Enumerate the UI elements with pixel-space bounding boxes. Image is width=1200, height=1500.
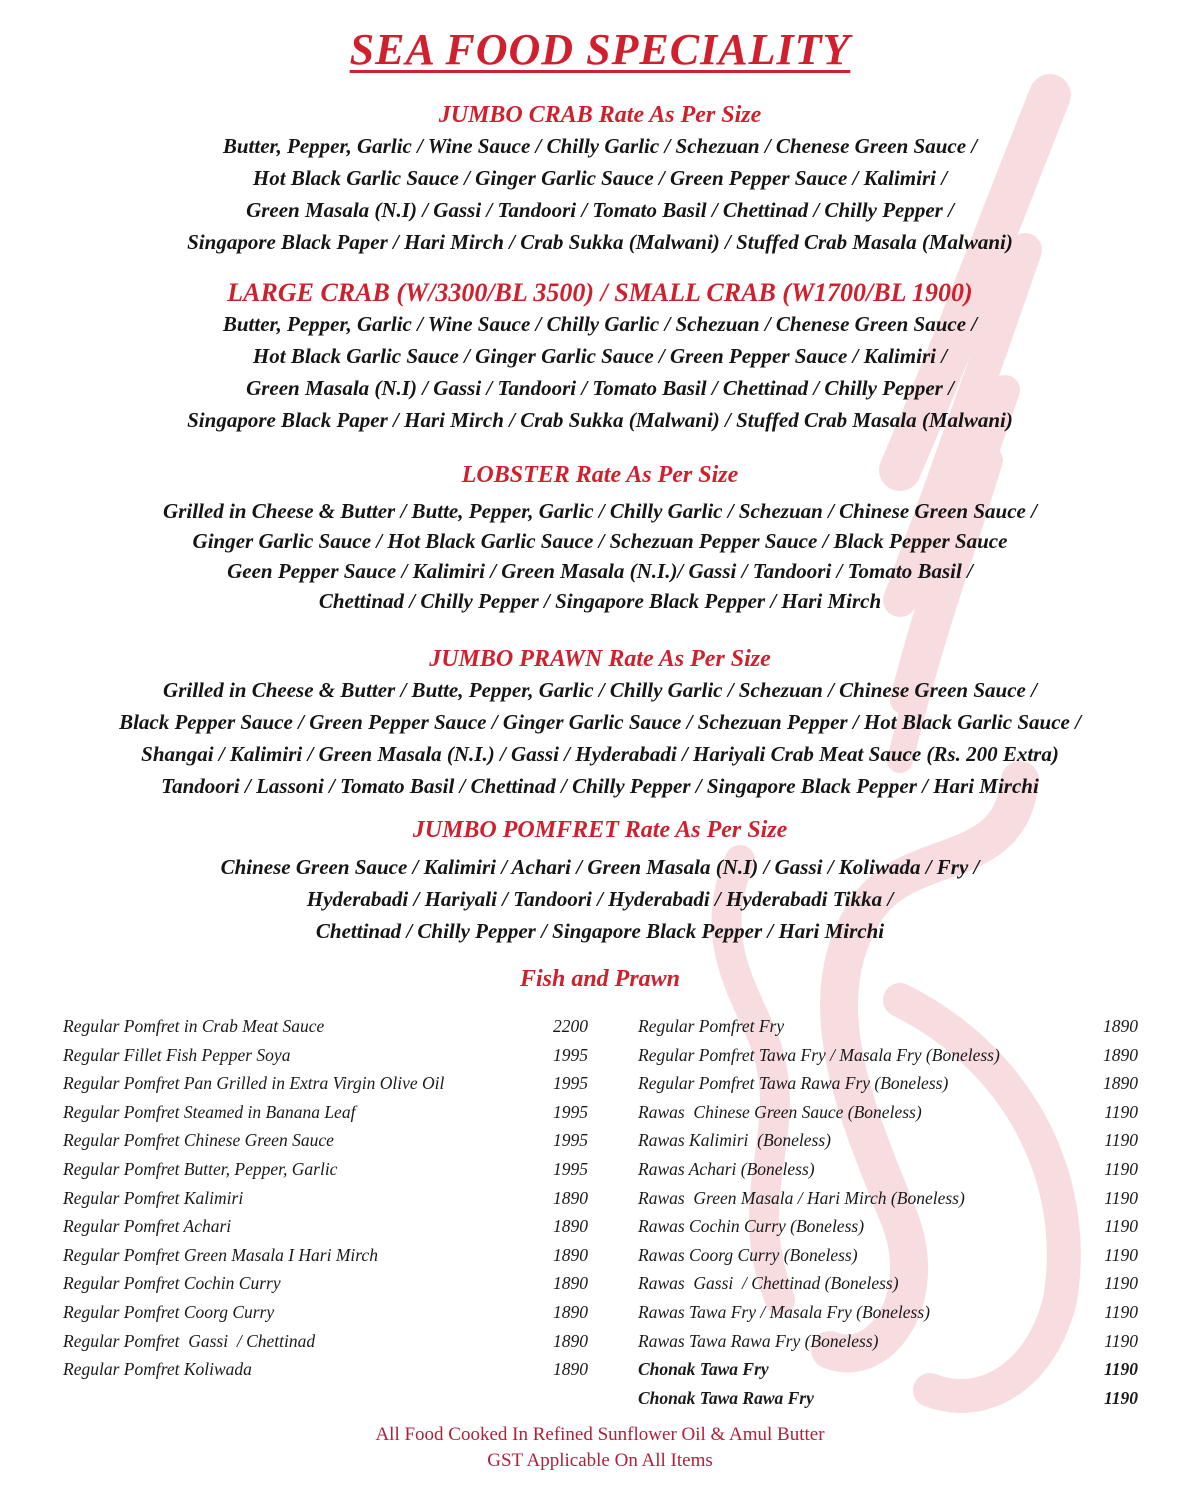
section-line: Grilled in Cheese & Butter / Butte, Pepper, Garlic / Chilly Garlic / Schezuan / Chinese Green Sauce / [163,678,1037,702]
section-jumbo-pomfret [0,815,1200,947]
menu-item-price: 1890 [553,1216,588,1237]
menu-item-name: Regular Pomfret Chinese Green Sauce [63,1130,334,1151]
menu-item-row [63,1184,588,1213]
section-line: Tandoori / Lassoni / Tomato Basil / Chettinad / Chilly Pepper / Singapore Black Pepper / Hari Mirchi [161,774,1039,798]
menu-item-name: Regular Pomfret Coorg Curry [63,1301,275,1322]
footer-oil-note: All Food Cooked In Refined Sunflower Oil & Amul Butter [375,1424,825,1445]
menu-item-price: 1890 [553,1244,588,1265]
section-line: Hot Black Garlic Sauce / Ginger Garlic Sauce / Green Pepper Sauce / Kalimiri / [252,344,948,368]
section-line: Geen Pepper Sauce / Kalimiri / Green Masala (N.I.)/ Gassi / Tandoori / Tomato Basil / [227,559,973,583]
menu-item-row [638,1327,1138,1356]
menu-item-price: 1190 [1104,1158,1138,1179]
footer-notes [0,1422,1200,1474]
menu-item-row [63,1041,588,1070]
section-line: Singapore Black Paper / Hari Mirch / Crab Sukka (Malwani) / Stuffed Crab Masala (Malwani) [187,230,1013,254]
menu-item-row [638,1298,1138,1327]
section-line: Hot Black Garlic Sauce / Ginger Garlic Sauce / Green Pepper Sauce / Kalimiri / [252,166,948,190]
section-line: Chettinad / Chilly Pepper / Singapore Black Pepper / Hari Mirch [318,589,882,613]
menu-item-price: 1995 [553,1158,588,1179]
menu-item-price: 1995 [553,1044,588,1065]
menu-item-row [63,1327,588,1356]
menu-item-name: Regular Pomfret Koliwada [63,1359,252,1380]
menu-item-name: Regular Pomfret Butter, Pepper, Garlic [63,1158,338,1179]
section-line: Singapore Black Paper / Hari Mirch / Crab Sukka (Malwani) / Stuffed Crab Masala (Malwani) [187,408,1013,432]
section-heading: JUMBO PRAWN Rate As Per Size [429,646,771,672]
menu-item-row [638,1155,1138,1184]
menu-item-row [63,1012,588,1041]
menu-item-row [63,1241,588,1270]
menu-item-row [638,1212,1138,1241]
menu-item-price: 1890 [1103,1044,1138,1065]
section-heading: JUMBO CRAB Rate As Per Size [438,102,762,128]
menu-item-row [638,1012,1138,1041]
menu-item-row [638,1098,1138,1127]
menu-item-name: Regular Pomfret Green Masala I Hari Mirch [63,1244,378,1265]
section-line: Ginger Garlic Sauce / Hot Black Garlic Sauce / Schezuan Pepper Sauce / Black Pepper Sauce [192,529,1008,553]
menu-item-name: Rawas Kalimiri (Boneless) [638,1130,831,1151]
menu-item-price: 1890 [553,1330,588,1351]
menu-item-price: 1995 [553,1073,588,1094]
section-line: Chinese Green Sauce / Kalimiri / Achari / Green Masala (N.I) / Gassi / Koliwada / Fry / [220,855,980,879]
menu-item-row [63,1126,588,1155]
menu-item-name: Regular Pomfret Pan Grilled in Extra Virgin Olive Oil [63,1073,445,1094]
section-large-small-crab [0,278,1200,436]
section-line: Butter, Pepper, Garlic / Wine Sauce / Chilly Garlic / Schezuan / Chenese Green Sauce / [222,134,978,158]
menu-item-price: 1890 [1103,1016,1138,1036]
menu-item-name: Regular Pomfret Steamed in Banana Leaf [63,1101,356,1122]
menu-item-name: Rawas Achari (Boneless) [638,1158,815,1179]
section-line: Grilled in Cheese & Butter / Butte, Pepper, Garlic / Chilly Garlic / Schezuan / Chinese Green Sauce / [163,499,1037,523]
section-heading: LOBSTER Rate As Per Size [461,462,739,488]
menu-item-name: Rawas Chinese Green Sauce (Boneless) [638,1101,922,1122]
menu-item-row [63,1069,588,1098]
menu-item-price: 1190 [1104,1330,1138,1351]
menu-item-name: Rawas Tawa Fry / Masala Fry (Boneless) [638,1301,930,1322]
menu-item-row [638,1184,1138,1213]
menu-item-price: 1190 [1103,1387,1138,1408]
section-lobster [0,460,1200,616]
fish-prawn-left-column [63,1012,588,1384]
menu-item-price: 1190 [1104,1130,1138,1151]
menu-item-row [63,1212,588,1241]
menu-item-price: 1190 [1104,1244,1138,1265]
menu-item-name: Chonak Tawa Rawa Fry [638,1387,814,1408]
menu-item-name: Rawas Tawa Rawa Fry (Boneless) [638,1330,879,1351]
menu-item-price: 1190 [1104,1273,1138,1294]
menu-item-name: Regular Pomfret Fry [638,1016,785,1036]
menu-item-row [638,1241,1138,1270]
footer-gst-note: GST Applicable On All Items [487,1450,713,1471]
menu-item-price: 1190 [1104,1301,1138,1322]
menu-item-name: Regular Pomfret Gassi / Chettinad [63,1330,316,1351]
menu-item-row [63,1355,588,1384]
section-heading: LARGE CRAB (W/3300/BL 3500) / SMALL CRAB (W1700/BL 1900) [227,278,973,307]
menu-item-row [638,1384,1138,1413]
menu-item-name: Regular Pomfret Kalimiri [63,1187,244,1208]
menu-item-name: Rawas Gassi / Chettinad (Boneless) [638,1273,899,1294]
menu-item-price: 1890 [553,1301,588,1322]
menu-item-price: 1890 [553,1359,588,1380]
menu-item-name: Rawas Coorg Curry (Boneless) [638,1244,858,1265]
section-jumbo-prawn [0,644,1200,802]
menu-item-name: Chonak Tawa Fry [638,1359,769,1380]
section-line: Butter, Pepper, Garlic / Wine Sauce / Chilly Garlic / Schezuan / Chenese Green Sauce / [222,312,978,336]
section-line: Chettinad / Chilly Pepper / Singapore Black Pepper / Hari Mirchi [315,919,885,943]
menu-item-price: 1995 [553,1130,588,1151]
section-line: Green Masala (N.I) / Gassi / Tandoori / Tomato Basil / Chettinad / Chilly Pepper / [246,376,954,400]
menu-item-price: 1190 [1103,1359,1138,1380]
section-heading: JUMBO POMFRET Rate As Per Size [412,817,788,843]
menu-item-price: 1190 [1104,1187,1138,1208]
menu-item-row [63,1098,588,1127]
fish-prawn-right-column [638,1012,1138,1412]
menu-item-row [638,1355,1138,1384]
menu-item-price: 1890 [553,1273,588,1294]
menu-item-row [63,1269,588,1298]
menu-item-price: 1890 [1103,1073,1138,1094]
menu-item-name: Regular Pomfret Cochin Curry [63,1273,281,1294]
menu-item-name: Rawas Green Masala / Hari Mirch (Boneless) [638,1187,965,1208]
menu-item-name: Regular Pomfret Tawa Fry / Masala Fry (Boneless) [638,1044,1000,1065]
menu-item-row [63,1298,588,1327]
menu-item-name: Rawas Cochin Curry (Boneless) [638,1216,865,1237]
menu-item-row [638,1269,1138,1298]
menu-item-row [63,1155,588,1184]
menu-item-price: 1190 [1104,1216,1138,1237]
menu-item-price: 1190 [1104,1101,1138,1122]
menu-item-price: 1995 [553,1101,588,1122]
fish-and-prawn-heading: Fish and Prawn [519,966,681,992]
menu-item-name: Regular Pomfret Achari [63,1216,232,1237]
menu-item-name: Regular Pomfret Tawa Rawa Fry (Boneless) [638,1073,949,1094]
menu-item-name: Regular Pomfret in Crab Meat Sauce [63,1016,325,1036]
menu-item-row [638,1126,1138,1155]
section-line: Shangai / Kalimiri / Green Masala (N.I.) / Gassi / Hyderabadi / Hariyali Crab Meat Sauce (Rs. 200 Extra) [141,742,1059,766]
menu-item-name: Regular Fillet Fish Pepper Soya [63,1044,291,1065]
menu-item-price: 1890 [553,1187,588,1208]
section-line: Hyderabadi / Hariyali / Tandoori / Hyderabadi / Hyderabadi Tikka / [306,887,894,911]
menu-item-row [638,1041,1138,1070]
menu-item-price: 2200 [553,1016,588,1036]
page-title: SEA FOOD SPECIALITY [349,25,851,74]
section-jumbo-crab [0,100,1200,258]
section-line: Black Pepper Sauce / Green Pepper Sauce / Ginger Garlic Sauce / Schezuan Pepper / Hot Black Garlic Sauce / [119,710,1081,734]
section-line: Green Masala (N.I) / Gassi / Tandoori / Tomato Basil / Chettinad / Chilly Pepper / [246,198,954,222]
menu-item-row [638,1069,1138,1098]
